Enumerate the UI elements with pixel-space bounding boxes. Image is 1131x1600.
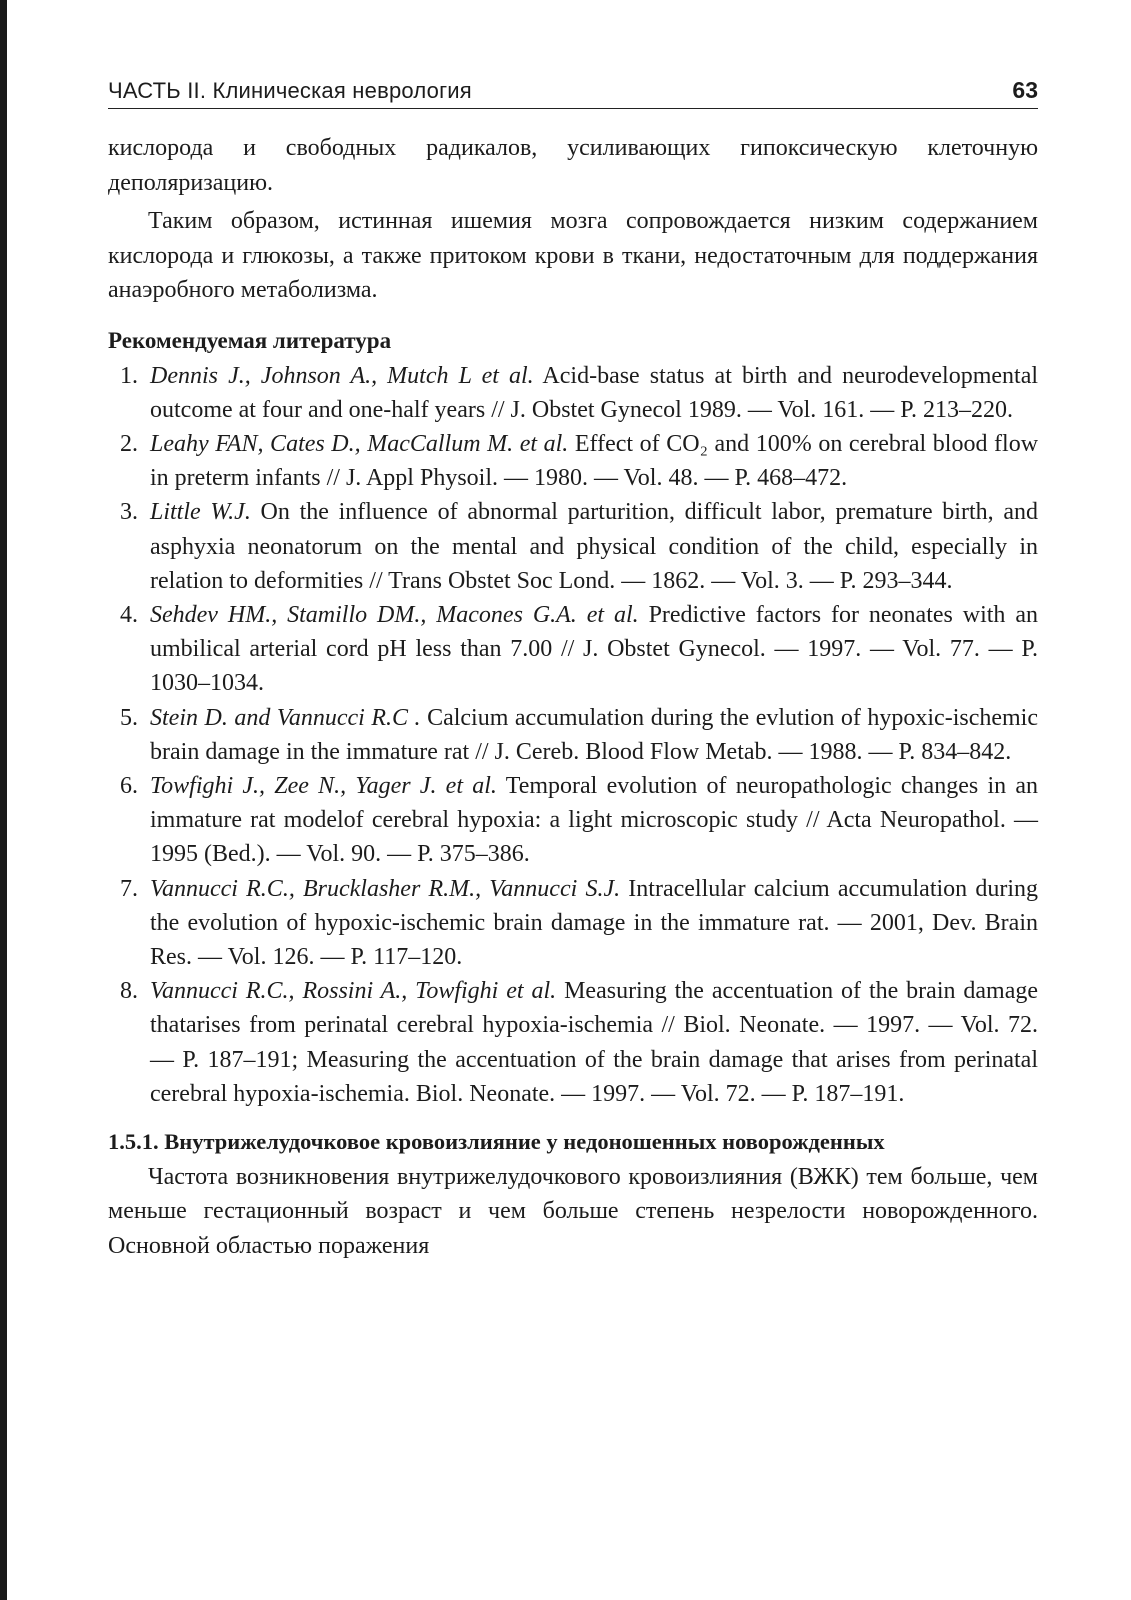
reference-list	[108, 359, 1038, 1111]
reference-item	[108, 427, 1038, 495]
reference-number: 3.	[120, 499, 138, 526]
reference-authors: Vannucci R.C., Rossini A., Towfighi et al.	[150, 978, 557, 1005]
reference-authors: Leahy FAN, Cates D., MacCallum M. et al.	[150, 430, 569, 457]
reference-number: 5.	[120, 704, 138, 731]
reference-text: Effect of CO₂ and 100% on cerebral blood flow in preterm infants // J. Appl Physoil. — 1980. — Vol. 48. — P. 468–472.	[150, 430, 1039, 492]
reference-text: Temporal evolution of neuropathologic changes in an immature rat modelof cerebral hypoxia: a light microscopic study // Acta Neuropathol. — 1995 (Bed.). — Vol. 90. — P. 375–386.	[150, 772, 1038, 868]
reference-item	[108, 769, 1038, 872]
reference-authors: Sehdev HM., Stamillo DM., Macones G.A. et al.	[150, 601, 639, 628]
book-page	[108, 70, 1038, 1263]
reference-item	[108, 495, 1038, 598]
reference-text: Intracellular calcium accumulation during the evolution of hypoxic-ischemic brain damage in the immature rat. — 2001, Dev. Brain Res. — Vol. 126. — P. 117–120.	[150, 875, 1038, 970]
reference-text: Calcium accumulation during the evlution of hypoxic-ischemic brain damage in the immature rat // J. Cereb. Blood Flow Metab. — 1988. — P. 834–842.	[150, 704, 1038, 765]
reference-item	[108, 598, 1038, 701]
reference-authors: Towfighi J., Zee N., Yager J. et al.	[150, 772, 497, 799]
reference-authors: Stein D. and Vannucci R.C .	[150, 704, 421, 731]
running-header	[108, 70, 1038, 109]
reference-text: Acid-base status at birth and neurodevelopmental outcome at four and one-half years // J. Obstet Gynecol 1989. — Vol. 161. — P. 213–220.	[150, 362, 1039, 423]
reference-authors: Little W.J.	[150, 499, 251, 526]
scan-edge-shadow	[0, 0, 7, 1600]
reference-number: 6.	[120, 772, 138, 799]
paragraph-section-intro: Частота возникновения внутрижелудочкового кровоизлияния (ВЖК) тем больше, чем меньше гестационный возраст и чем больше степень незрелости новорожденного. Основной областью поражения	[108, 1163, 1038, 1259]
reference-text: Predictive factors for neonates with an umbilical arterial cord pH less than 7.00 // J. Obstet Gynecol. — 1997. — Vol. 77. — P. 1030–1034.	[150, 601, 1039, 697]
reference-text: On the influence of abnormal parturition, difficult labor, premature birth, and asphyxia neonatorum on the mental and physical condition of the child, especially in relation to deformities // Trans Obstet Soc Lond. — 1862. — Vol. 3. — P. 293–344.	[150, 499, 1038, 594]
reference-authors: Vannucci R.C., Brucklasher R.M., Vannucci S.J.	[150, 875, 621, 902]
reference-number: 8.	[120, 978, 138, 1005]
paragraph-continuation: кислорода и свободных радикалов, усиливающих гипоксическую клеточную деполяризацию.	[108, 135, 1038, 196]
literature-heading: Рекомендуемая литература	[108, 327, 392, 353]
section-heading: 1.5.1. Внутрижелудочковое кровоизлияние у недоношенных новорожденных	[108, 1128, 885, 1154]
reference-item	[108, 872, 1038, 975]
page-number: 63	[1012, 77, 1038, 103]
reference-text: Measuring the accentuation of the brain damage thatarises from perinatal cerebral hypoxia-ischemia // Biol. Neonate. — 1997. — Vol. 72. — P. 187–191; Measuring the accentuation of the brain damage that arises from perinatal cerebral hypoxia-ischemia. Biol. Neonate. — 1997. — Vol. 72. — P. 187–191.	[150, 978, 1039, 1107]
reference-item	[108, 701, 1038, 769]
reference-item	[108, 974, 1038, 1111]
paragraph-summary: Таким образом, истинная ишемия мозга сопровождается низким содержанием кислорода и глюкозы, а также притоком крови в ткани, недостаточным для поддержания анаэробного метаболизма.	[108, 208, 1038, 303]
reference-number: 1.	[120, 362, 138, 389]
reference-number: 2.	[120, 430, 138, 457]
reference-authors: Dennis J., Johnson A., Mutch L et al.	[150, 362, 534, 389]
running-header-title: ЧАСТЬ II. Клиническая неврология	[108, 78, 472, 103]
reference-item	[108, 359, 1038, 427]
reference-number: 4.	[120, 601, 138, 628]
reference-number: 7.	[120, 875, 138, 902]
